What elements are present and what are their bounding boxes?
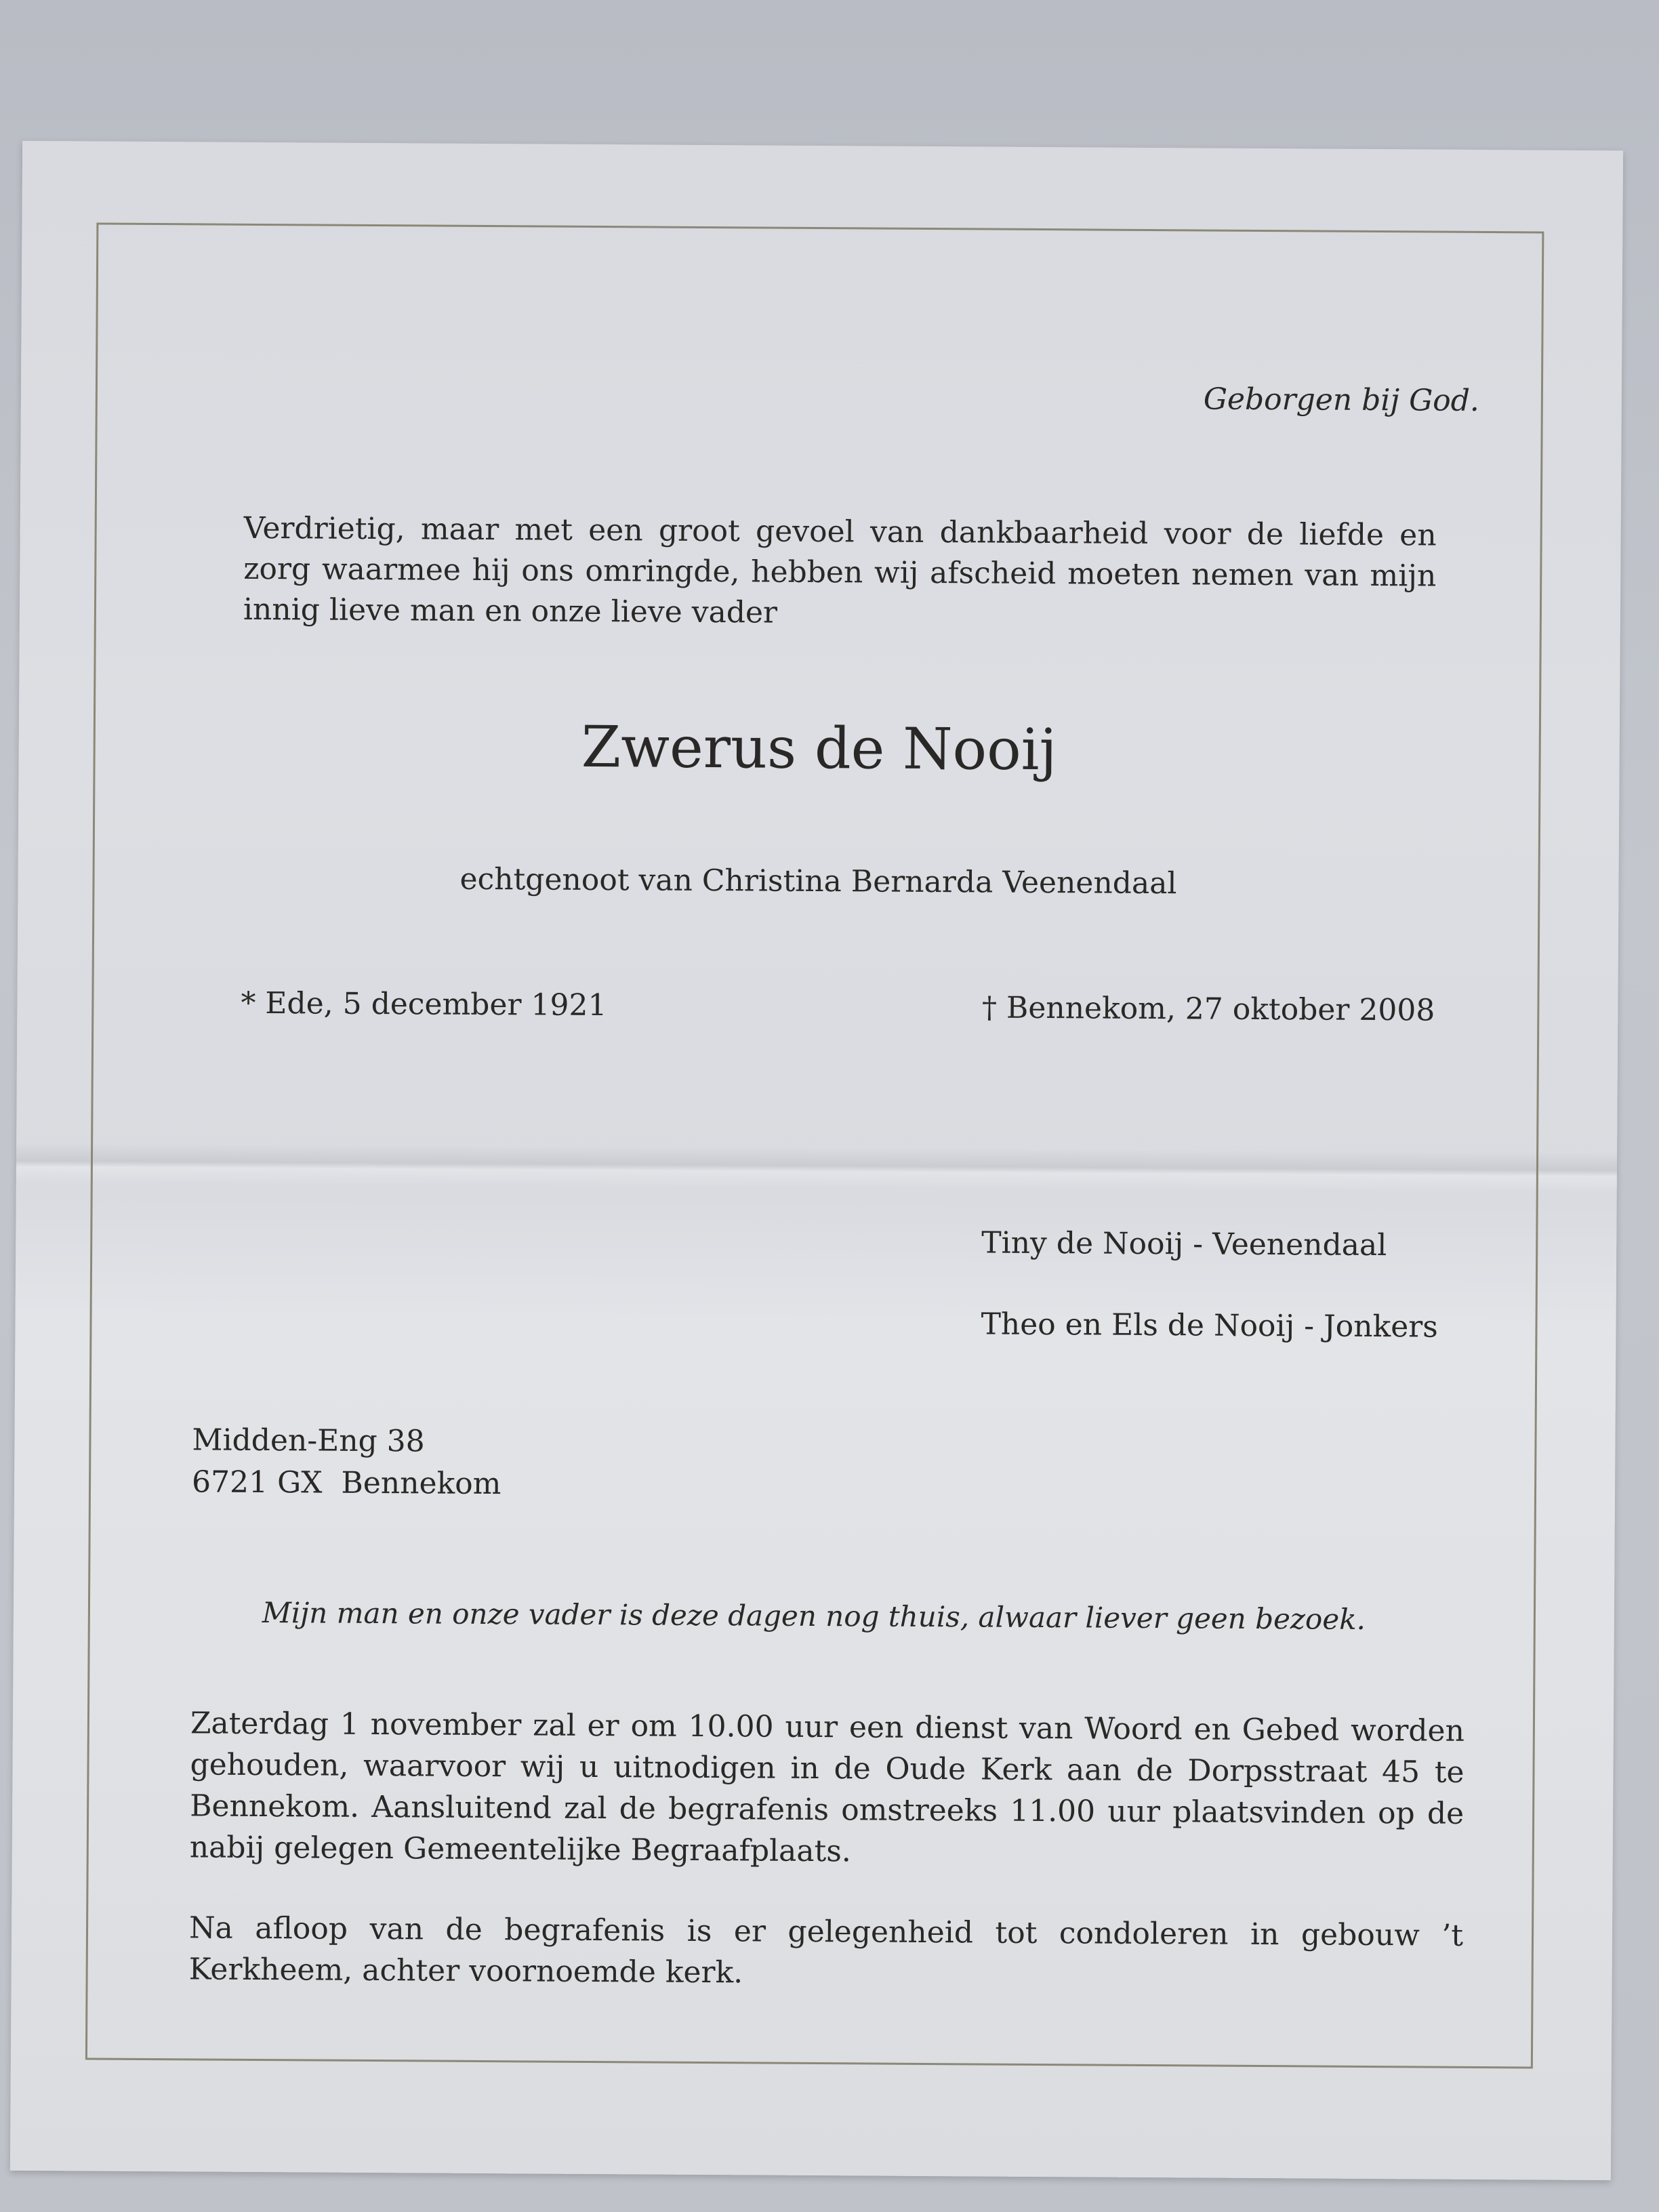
motto: Geborgen bij God. — [1203, 382, 1480, 418]
address-block — [192, 1419, 501, 1505]
death-date: † Bennekom, 27 oktober 2008 — [981, 990, 1435, 1028]
family-member-1: Tiny de Nooij - Veenendaal — [981, 1225, 1387, 1263]
spouse-line: echtgenoot van Christina Bernarda Veenendaal — [459, 861, 1177, 901]
family-member-2: Theo en Els de Nooij - Jonkers — [981, 1307, 1439, 1345]
address-city: 6721 GX Bennekom — [191, 1465, 501, 1502]
address-street: Midden-Eng 38 — [192, 1422, 425, 1459]
visit-notice: Mijn man en onze vader is deze dagen nog thuis, alwaar liever geen bezoek. — [262, 1596, 1366, 1636]
funeral-card — [10, 141, 1623, 2180]
birth-date: * Ede, 5 december 1921 — [241, 985, 607, 1023]
condolence-paragraph: Na afloop van de begrafenis is er gelegenheid tot condoleren in gebouw ’t Kerkheem, achter voornoemde kerk. — [188, 1910, 1464, 1990]
service-paragraph: Zaterdag 1 november zal er om 10.00 uur een dienst van Woord en Gebed worden gehouden, waarvoor wij u uitnodigen in de Oude Kerk aan de Dorpsstraat 45 te Bennekom. Aansluitend zal de begrafenis omstreeks 11.00 uur plaatsvinden op de nabij gelegen Gemeentelijke Begraafplaats. — [189, 1706, 1465, 1869]
intro-paragraph: Verdrietig, maar met een groot gevoel van dankbaarheid voor de liefde en zorg waarmee hij ons omringde, hebben wij afscheid moeten nemen van mijn innig lieve man en onze lieve vader — [243, 510, 1437, 630]
deceased-name: Zwerus de Nooij — [581, 713, 1057, 783]
